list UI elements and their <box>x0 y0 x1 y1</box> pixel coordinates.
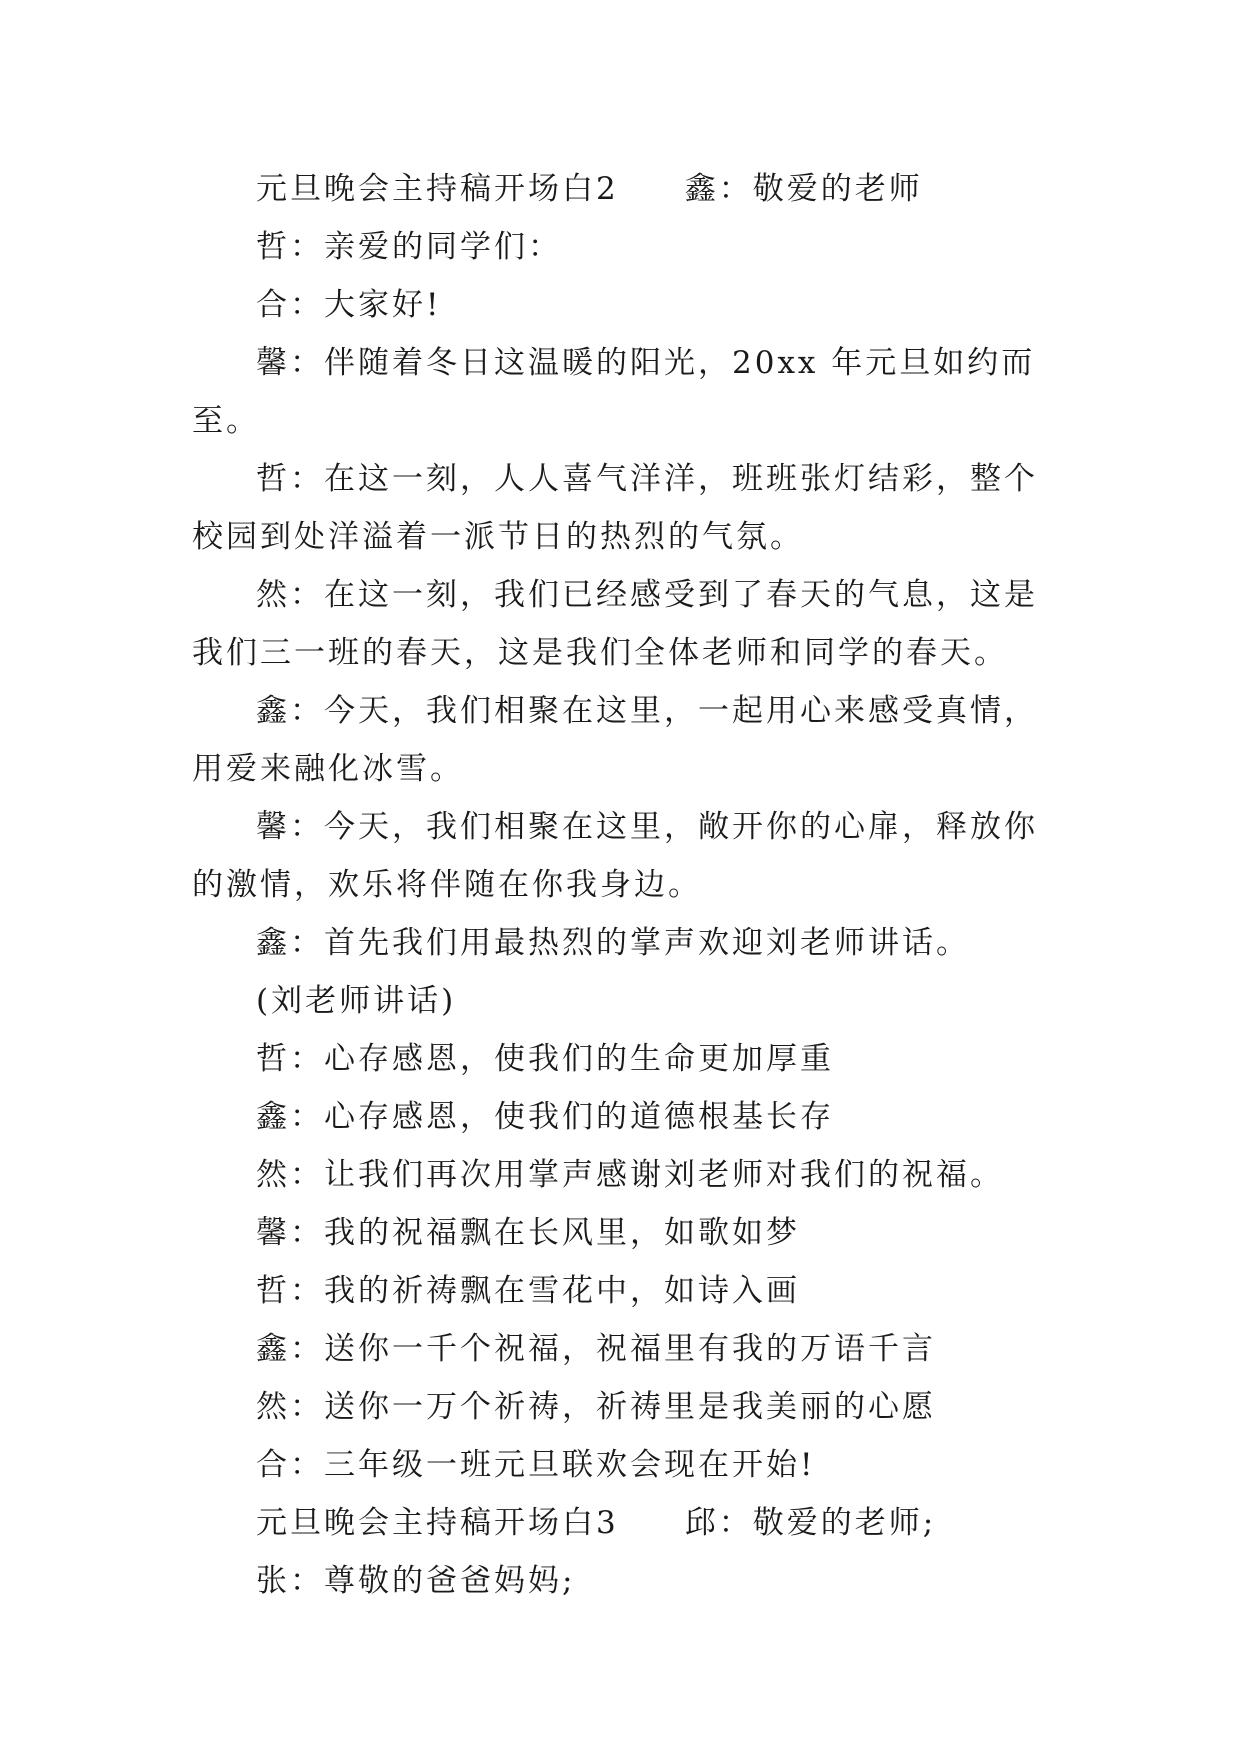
paragraph: 哲：在这一刻，人人喜气洋洋，班班张灯结彩，整个校园到处洋溢着一派节日的热烈的气氛。 <box>192 461 1038 555</box>
paragraph: 哲：亲爱的同学们： <box>256 229 562 265</box>
section-title: 元旦晚会主持稿开场白2 <box>256 171 619 207</box>
paragraph <box>192 160 1052 218</box>
paragraph: 合：三年级一班元旦联欢会现在开始! <box>256 1447 816 1483</box>
paragraph: (刘老师讲话) <box>256 983 457 1019</box>
paragraph <box>192 1494 1052 1552</box>
paragraph: 然：在这一刻，我们已经感受到了春天的气息，这是我们三一班的春天，这是我们全体老师和同学的春天。 <box>192 577 1038 671</box>
paragraph: 合：大家好! <box>256 287 442 323</box>
paragraph: 鑫：送你一千个祝福，祝福里有我的万语千言 <box>256 1331 936 1367</box>
paragraph: 鑫：心存感恩，使我们的道德根基长存 <box>256 1099 834 1135</box>
paragraph: 哲：心存感恩，使我们的生命更加厚重 <box>256 1041 834 1077</box>
dialogue-line: 邱：敬爱的老师; <box>684 1505 937 1541</box>
dialogue-line: 鑫：敬爱的老师 <box>684 171 923 207</box>
document-body <box>192 160 1052 1610</box>
paragraph: 然：让我们再次用掌声感谢刘老师对我们的祝福。 <box>256 1157 1004 1193</box>
section-title: 元旦晚会主持稿开场白3 <box>256 1505 619 1541</box>
paragraph: 鑫：首先我们用最热烈的掌声欢迎刘老师讲话。 <box>256 925 970 961</box>
paragraph: 然：送你一万个祈祷，祈祷里是我美丽的心愿 <box>256 1389 936 1425</box>
paragraph: 鑫：今天，我们相聚在这里，一起用心来感受真情，用爱来融化冰雪。 <box>192 693 1038 787</box>
paragraph: 馨：伴随着冬日这温暖的阳光，20xx 年元旦如约而至。 <box>192 345 1036 439</box>
paragraph: 馨：我的祝福飘在长风里，如歌如梦 <box>256 1215 800 1251</box>
paragraph: 张：尊敬的爸爸妈妈; <box>256 1563 576 1599</box>
paragraph: 哲：我的祈祷飘在雪花中，如诗入画 <box>256 1273 800 1309</box>
paragraph: 馨：今天，我们相聚在这里，敞开你的心扉，释放你的激情，欢乐将伴随在你我身边。 <box>192 809 1038 903</box>
